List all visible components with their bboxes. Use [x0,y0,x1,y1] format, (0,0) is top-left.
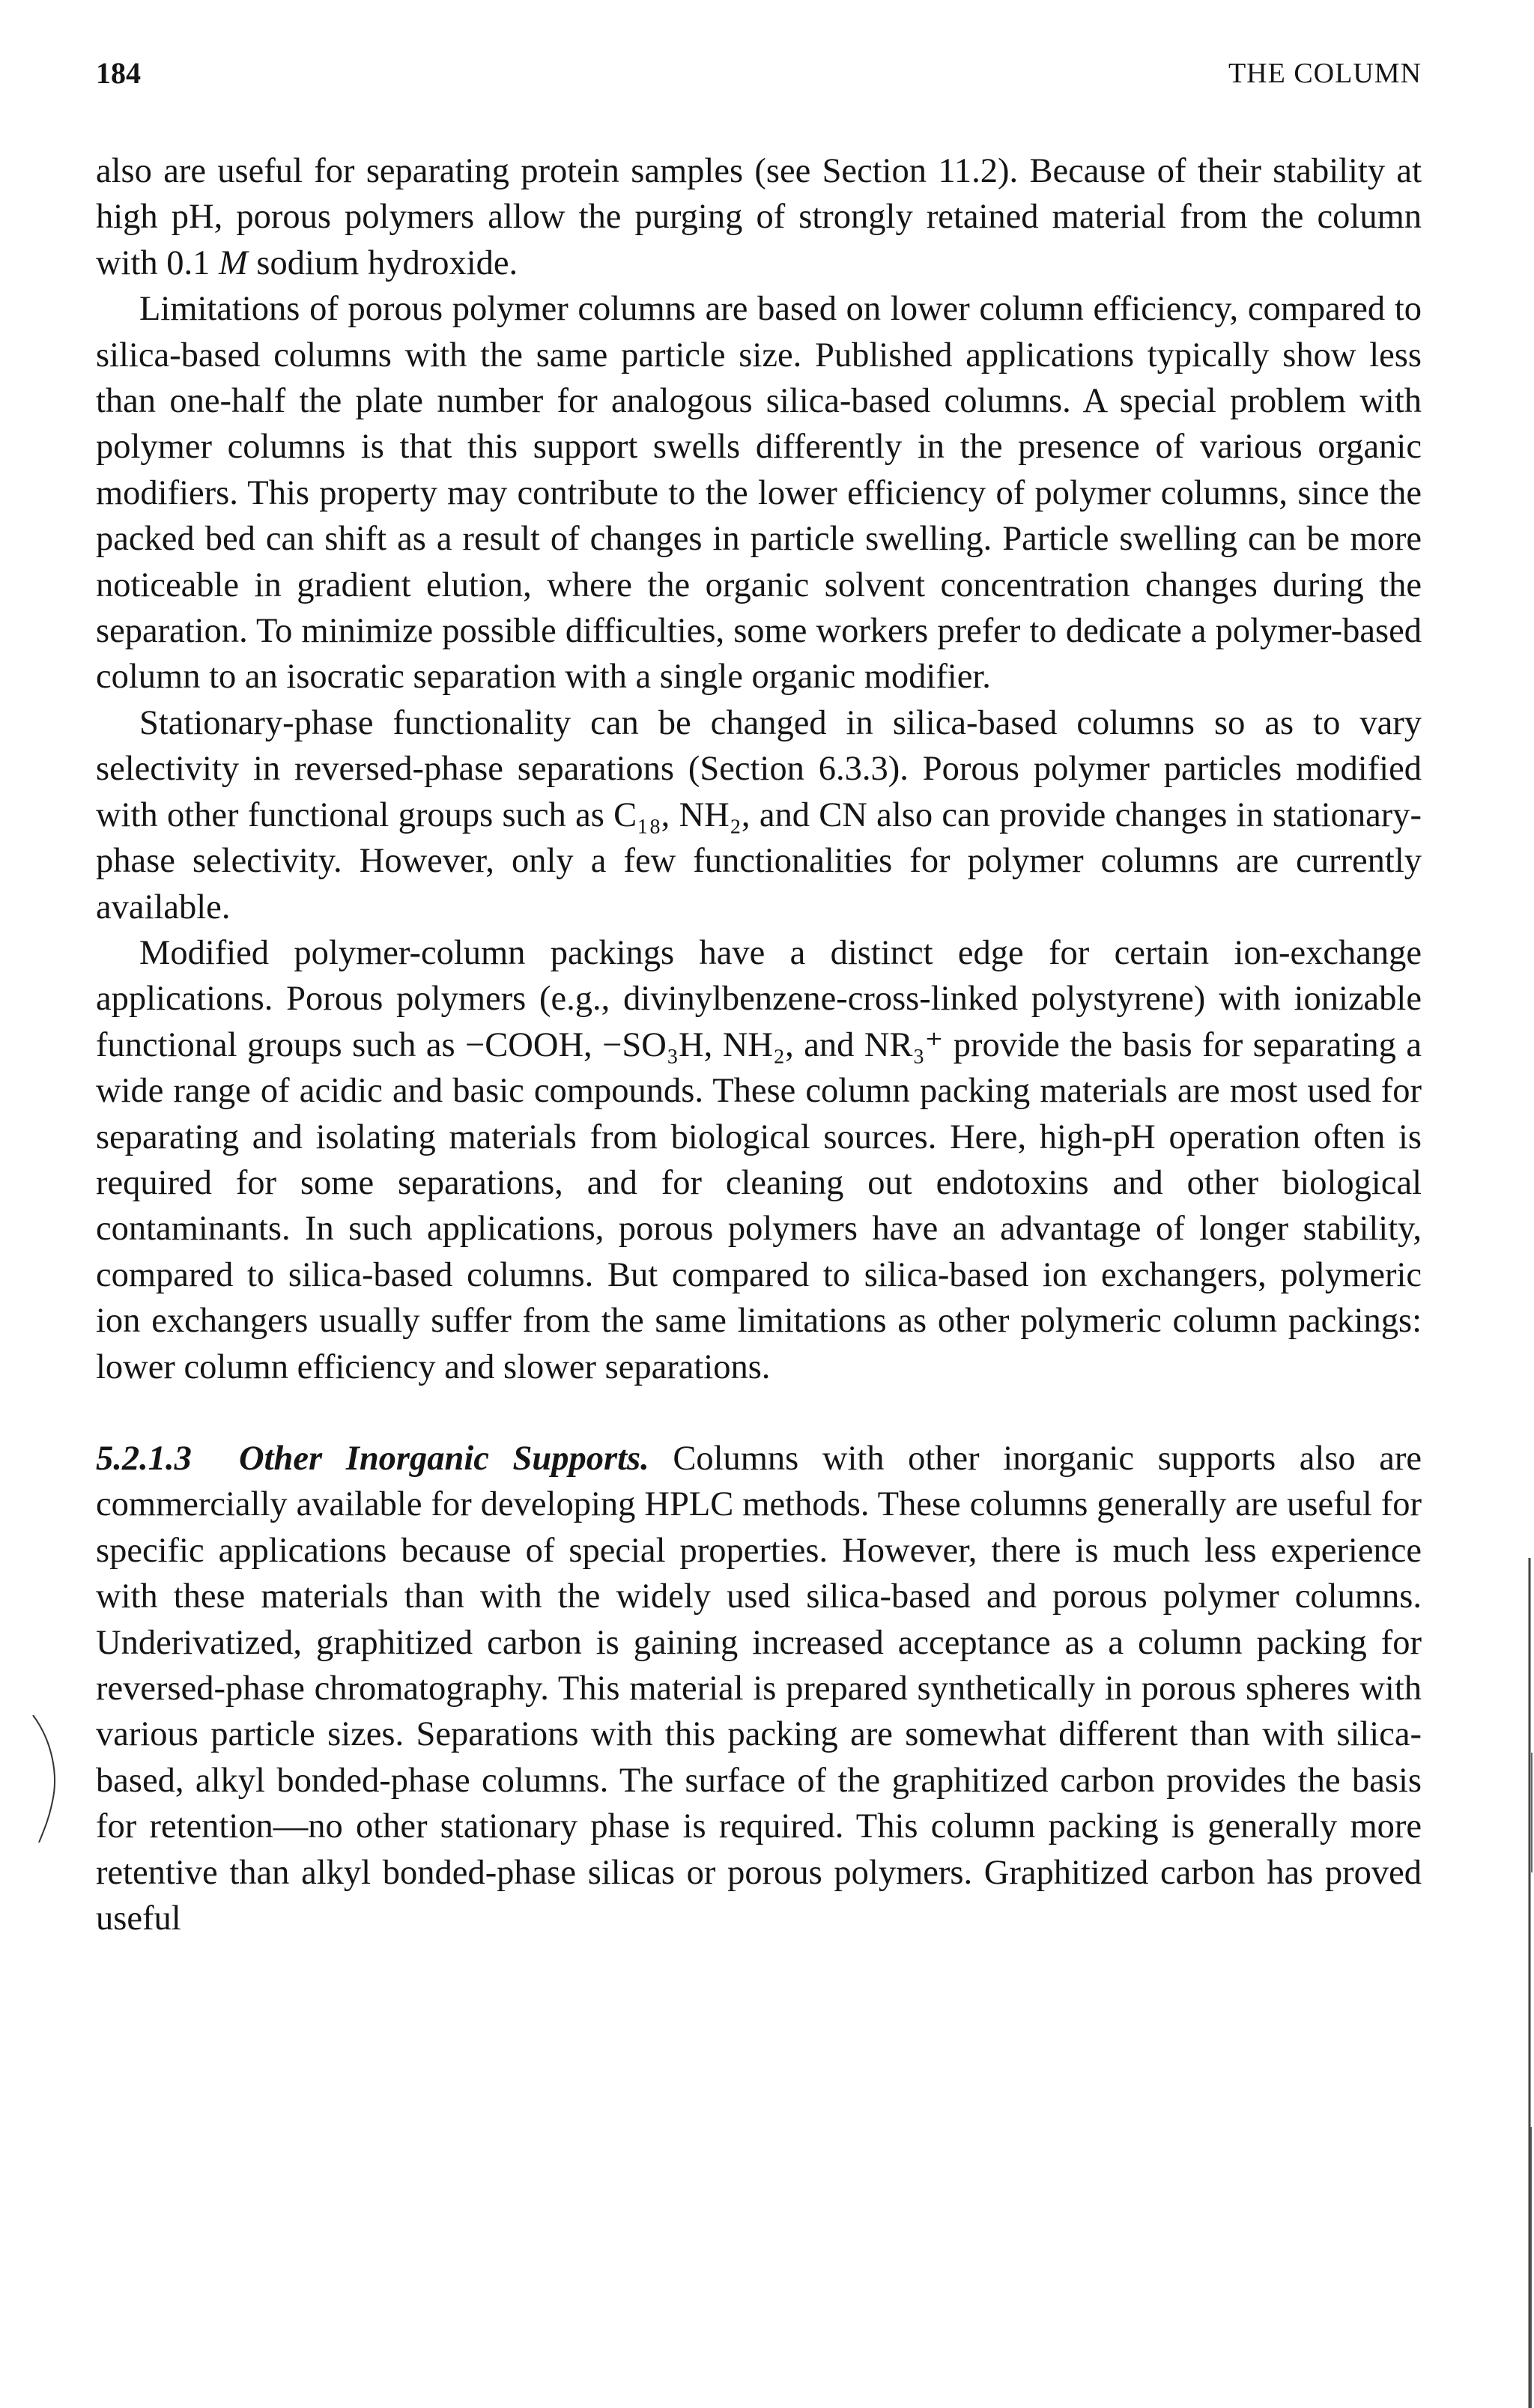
section-other-inorganic-supports [96,1436,1422,1941]
paragraph-text-end: sodium hydroxide. [247,243,518,282]
running-head: THE COLUMN [1228,58,1422,89]
page-number: 184 [96,56,141,90]
section-title: Other Inorganic Supports. [239,1439,649,1478]
scan-edge-line-icon [1525,1558,1534,2408]
paragraph-text: also are useful for separating protein samples (see Section 11.2). Because of their stability at high pH, porous polymers allow the purging of strongly retained material from the column with 0.1 [96,152,1422,282]
molarity-unit: M [219,243,248,282]
page-header [96,51,1422,96]
paragraph-limitations: Limitations of porous polymer columns are based on lower column efficiency, compared to silica-based columns with the same particle size. Published applications typically show less than one-half the plate number for analogous silica-based columns. A special problem with polymer columns is that this support swells differently in the presence of various organic modifiers. This property may contribute to the lower efficiency of polymer columns, since the packed bed can shift as a result of changes in particle swelling. Particle swelling can be more noticeable in gradient elution, where the organic solvent concentration changes during the separation. To minimize possible difficulties, some workers prefer to dedicate a polymer-based column to an isocratic separation with a single organic modifier. [96,290,1422,697]
section-text: Columns with other inorganic supports also are commercially available for developing HPLC methods. These columns generally are useful for specific applications because of special properties. However, there is much less experience with these materials than with the widely used silica-based and porous polymer columns. Underivatized, graphitized carbon is gaining increased acceptance as a column packing for reversed-phase chromatography. This material is prepared synthetically in porous spheres with various particle sizes. Separations with this packing are somewhat different than with silica-based, alkyl bonded-phase columns. The surface of the graphitized carbon provides the basis for retention—no other stationary phase is required. This column packing is generally more retentive than alkyl bonded-phase silicas or porous polymers. Graphitized carbon has proved useful [96,1439,1422,1938]
section-number: 5.2.1.3 [96,1439,192,1478]
body-text [96,148,1422,1941]
scan-margin-mark-icon [30,1715,61,1843]
paragraph-ion-exchange: Modified polymer-column packings have a distinct edge for certain ion-exchange applications. Porous polymers (e.g., divinylbenzene-cross-linked polystyrene) with ionizable functional groups such as −COOH, −SO₃H, NH₂, and NR₃⁺ provide the basis for separating a wide range of acidic and basic compounds. These column packing materials are most used for separating and isolating materials from biological sources. Here, high-pH operation often is required for some separations, and for cleaning out endotoxins and other biological contaminants. In such applications, porous polymers have an advantage of longer stability, compared to silica-based columns. But compared to silica-based ion exchangers, polymeric ion exchangers usually suffer from the same limitations as other polymeric column packings: lower column efficiency and slower separations. [96,933,1422,1386]
paragraph-functionality: Stationary-phase functionality can be changed in silica-based columns so as to vary selectivity in reversed-phase separations (Section 6.3.3). Porous polymer particles modified with other functional groups such as C₁₈, NH₂, and CN also can provide changes in stationary-phase selectivity. However, only a few functionalities for polymer columns are currently available. [96,703,1422,926]
paragraph-continuation [96,148,1422,286]
